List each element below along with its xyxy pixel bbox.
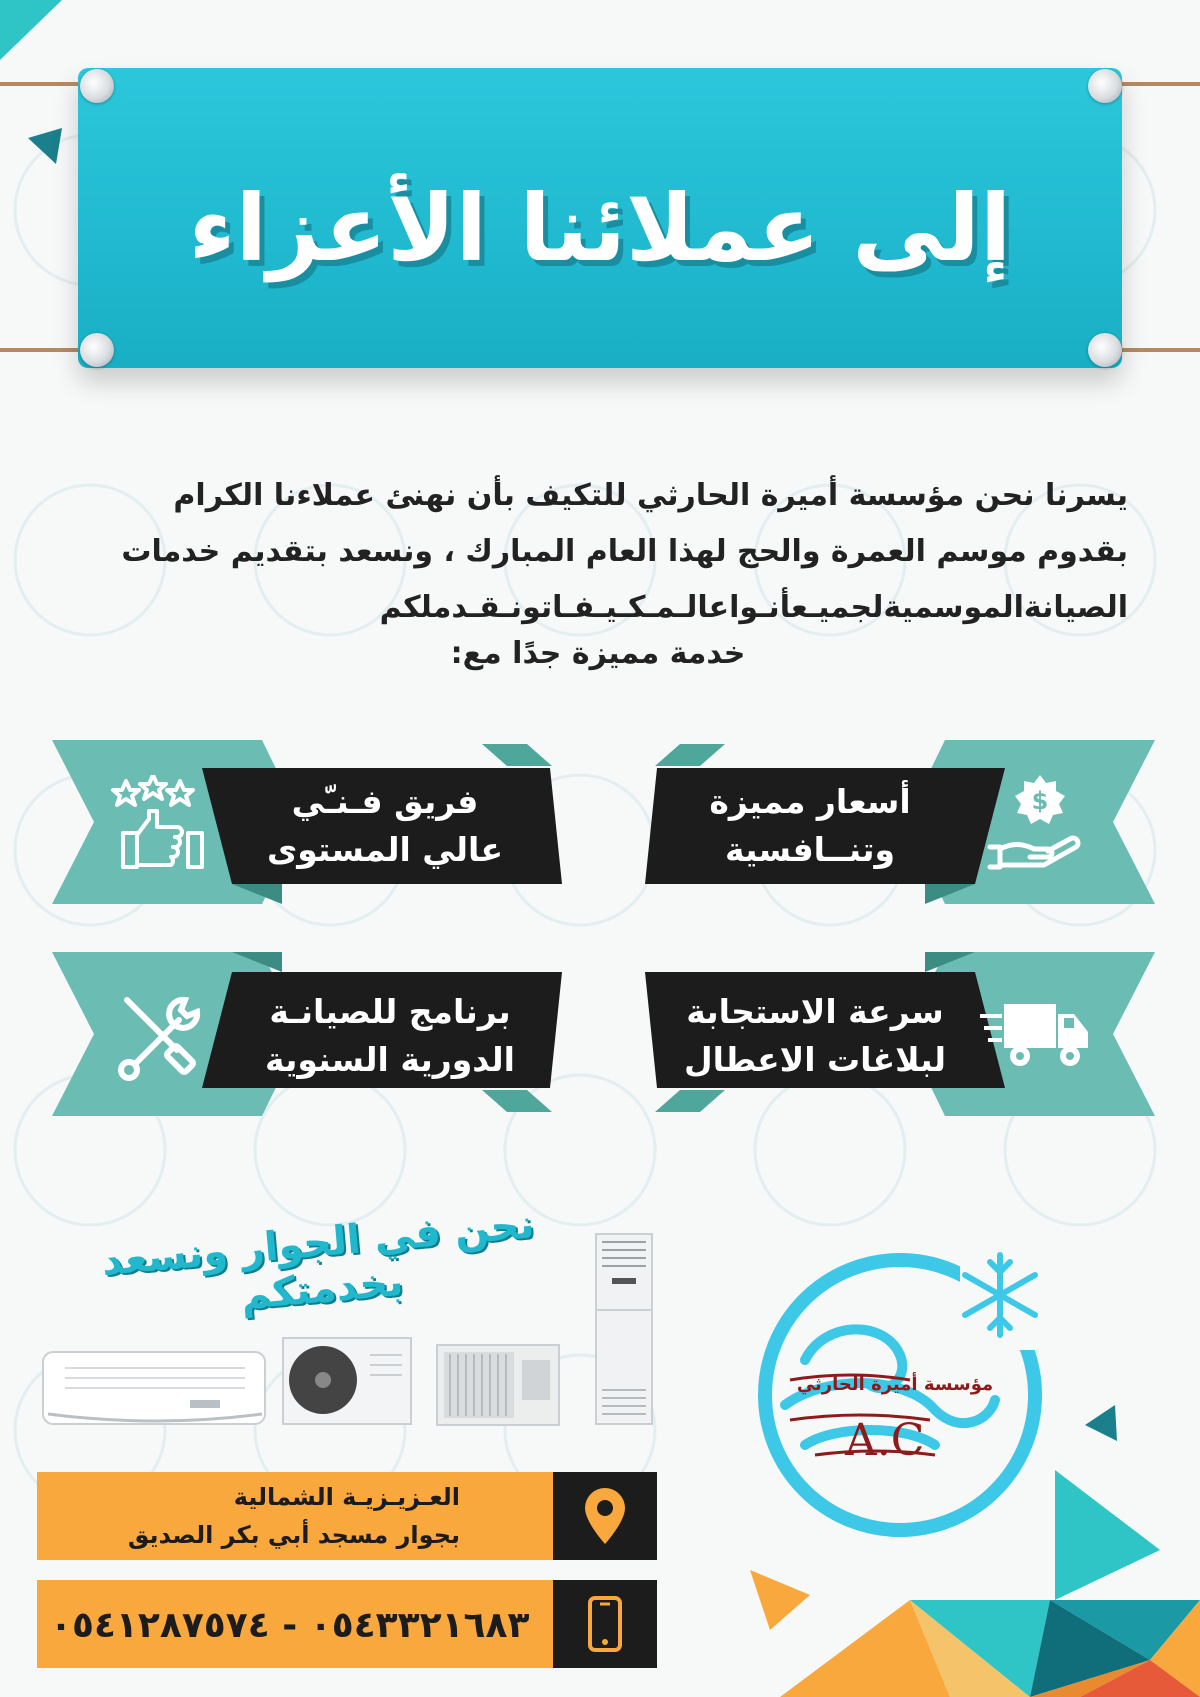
feature-line: لبلاغات الاعطال xyxy=(683,1040,947,1079)
intro-closing-line: خدمة مميزة جدًا مع: xyxy=(450,636,746,671)
banner-grommet xyxy=(1088,333,1122,367)
wrench-screwdriver-icon xyxy=(115,992,205,1082)
address-text xyxy=(40,1478,460,1554)
thumbs-up-stars-icon xyxy=(108,775,208,875)
feature-text-maintenance xyxy=(240,988,540,1084)
feature-line: وتنــافسية xyxy=(725,830,895,869)
hand-dollar-icon xyxy=(985,775,1085,875)
floor-standing-ac-unit xyxy=(596,1234,652,1424)
feature-line: الدورية السنوية xyxy=(264,1040,515,1079)
outdoor-ac-unit xyxy=(283,1338,411,1424)
feature-line: فريق فـنـّي xyxy=(291,782,479,821)
logo-ac-text: A.C xyxy=(845,1415,925,1466)
split-ac-unit xyxy=(43,1352,265,1424)
logo-arabic-text: مؤسسة أميرة الحارثي xyxy=(796,1374,994,1395)
window-ac-unit xyxy=(437,1345,559,1425)
address-line: بجوار مسجد أبي بكر الصديق xyxy=(127,1521,460,1549)
banner-grommet xyxy=(80,69,114,103)
banner-title: إلى عملائنا الأعزاء xyxy=(188,175,1012,282)
intro-line: بقدوم موسم العمرة والحج لهذا العام المبارك ، ونسعد بتقديم خدمات xyxy=(121,534,1128,569)
corner-decoration-bottom-right xyxy=(750,1470,1200,1697)
feature-line: برنامج للصيانـة xyxy=(269,992,511,1031)
banner-grommet xyxy=(1088,69,1122,103)
feature-line: سرعة الاستجابة xyxy=(686,992,944,1031)
slogan: نحن في الجوار ونسعد بخدمتكم xyxy=(99,1201,537,1319)
svg-text:$: $ xyxy=(1031,787,1049,815)
intro-paragraph xyxy=(68,468,1128,636)
phone-numbers[interactable]: ٠٥٤٣٣٢١٦٨٣ - ٠٥٤١٢٨٧٥٧٤ xyxy=(50,1605,530,1646)
address-line: العـزيـزيـة الشمالية xyxy=(233,1483,460,1511)
intro-line: يسرنا نحن مؤسسة أميرة الحارثي للتكيف بأن نهنئ عملاءنا الكرام xyxy=(173,478,1128,513)
feature-text-technical-team xyxy=(240,778,530,874)
feature-line: أسعار مميزة xyxy=(709,782,911,821)
corner-decoration-top-left xyxy=(0,0,80,180)
decor-triangle xyxy=(1085,1405,1125,1445)
feature-text-prices xyxy=(680,778,940,874)
banner-grommet xyxy=(80,333,114,367)
fast-truck-icon xyxy=(980,1000,1090,1070)
mobile-phone-icon xyxy=(588,1596,622,1652)
ac-units-illustration xyxy=(40,1230,660,1430)
location-pin-icon xyxy=(585,1488,625,1544)
intro-line: الصيانةالموسميةلجميـعأنـواعالـمـكـيـفـاتونـقـدملكم xyxy=(379,590,1128,625)
feature-text-response xyxy=(670,988,960,1084)
feature-line: عالي المستوى xyxy=(266,830,503,869)
